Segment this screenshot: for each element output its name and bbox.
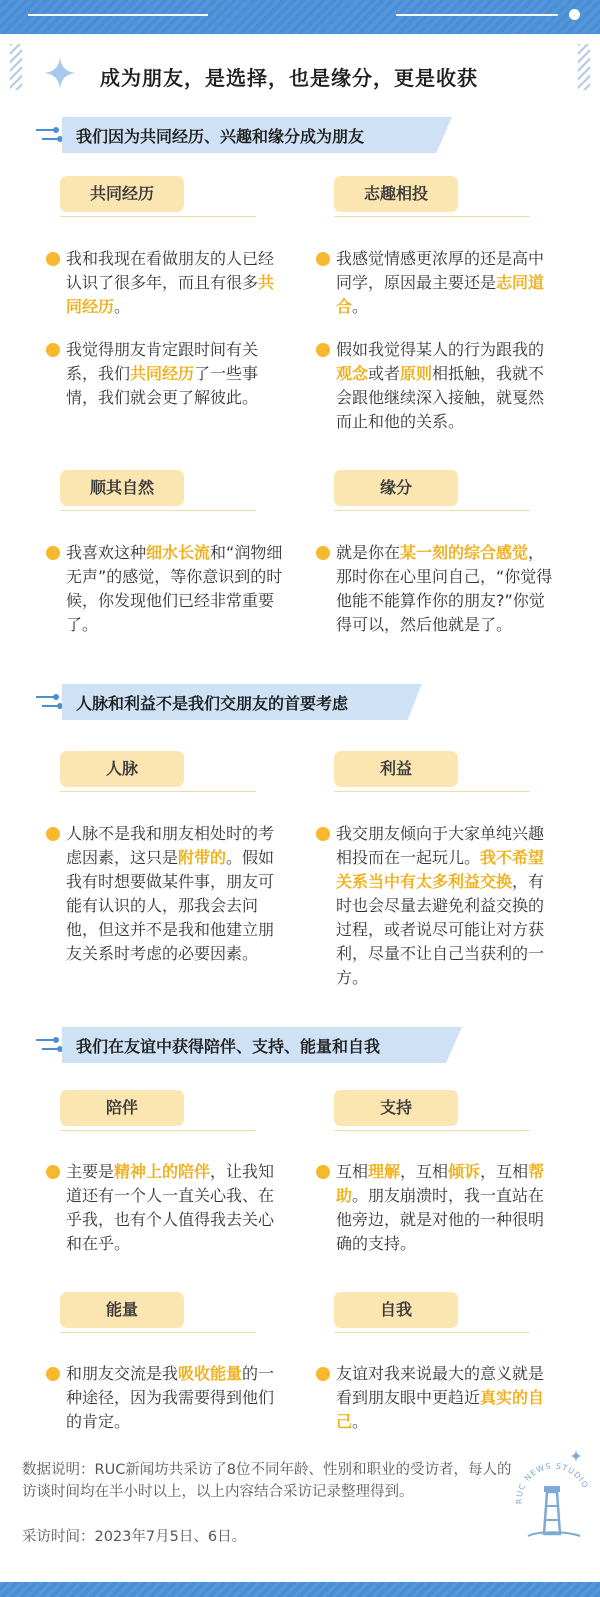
highlighted-text: 我不希望关系当中有太多利益交换 [336,848,545,891]
section-banner-1 [36,117,456,153]
bullet-item [66,338,286,410]
section-title: 人脉和利益不是我们交朋友的首要考虑 [76,694,349,713]
bullet-dot [46,252,60,266]
highlighted-text: 共同经历 [66,273,275,316]
top-decoration-bar [0,0,600,34]
bullet-text: 了一些事情，我们就会更了解彼此。 [66,364,259,407]
highlighted-text: 吸收能量 [178,1364,243,1383]
left-hatch-decoration [10,44,22,90]
bullet-dot [316,546,330,560]
decor-line [396,14,558,16]
bullet-text: 。 [352,297,369,316]
bullet-item [336,1362,556,1434]
bullet-dot [46,827,60,841]
highlighted-text: 共同经历 [130,364,195,383]
bullet-text: ，有时也会尽量去避免利益交换的过程，或者说尽可能让对方获利，尽量不让自己当获利的一方。 [336,872,545,987]
section-banner-2 [36,684,456,720]
bullet-text: 就是你在 [336,543,401,562]
section-title: 我们因为共同经历、兴趣和缘分成为朋友 [76,127,365,146]
highlighted-text: 细水长流 [146,543,211,562]
bullet-text: 的一种途径，因为我需要得到他们的肯定。 [66,1364,275,1431]
bullet-dot [316,343,330,357]
interview-date: 采访时间：2023年7月5日、6日。 [22,1529,247,1545]
bullet-dot [46,546,60,560]
bullet-item [66,822,286,966]
highlighted-text: 志同道合 [336,273,545,316]
tag-energy: 能量 [60,1292,184,1328]
bullet-text: 我感觉情感更浓厚的还是高中同学，原因最主要还是 [336,249,545,292]
bullet-text: 和“润物细无声”的感觉，等你意识到的时候，你发现他们已经非常重要了。 [66,543,283,634]
bullet-dot [316,827,330,841]
bullet-item [66,1362,286,1434]
highlighted-text: 原则 [400,364,433,383]
right-hatch-decoration [578,44,590,90]
logo-text: RUC NEWS STUDIO [514,1461,590,1505]
bottom-decoration-bar [0,1582,600,1597]
highlighted-text: 帮助 [336,1162,545,1205]
bullet-text: ，互相 [480,1162,529,1181]
bullet-text: 假如我觉得某人的行为跟我的 [336,340,545,359]
highlighted-text: 理解 [368,1162,401,1181]
tag-companionship: 陪伴 [60,1090,184,1126]
bullet-dot [316,1367,330,1381]
bullet-text: 我交朋友倾向于大家单纯兴趣相投而在一起玩儿。 [336,824,545,867]
bullet-text: ，互相 [400,1162,449,1181]
bullet-text: ，那时你在心里问自己，“你觉得他能不能算作你的朋友?”你觉得可以，然后他就是了。 [336,543,553,634]
ruc-news-studio-logo [514,1442,590,1542]
tag-interests: 利益 [334,751,458,787]
bullet-item [336,247,556,319]
bullet-item [66,247,286,319]
section-banner-3 [36,1027,476,1063]
decor-line [28,14,208,16]
tag-support: 支持 [334,1090,458,1126]
tag-fate: 缘分 [334,470,458,506]
bullet-text: 相抵触，我就不会跟他继续深入接触，就戛然而止和他的关系。 [336,364,545,431]
highlighted-text: 真实的自己 [336,1388,545,1431]
bullet-item [336,541,556,637]
data-note: 数据说明：RUC新闻坊共采访了8位不同年龄、性别和职业的受访者，每人的访谈时间均在半小时以上，以上内容结合采访记录整理得到。 [22,1462,512,1500]
bullet-text: 我和我现在看做朋友的人已经认识了很多年，而且有很多 [66,249,275,292]
sparkle-icon [44,57,76,89]
tag-go-with-flow: 顺其自然 [60,470,184,506]
bullet-text: 互相 [336,1162,369,1181]
tag-shared-experience: 共同经历 [60,176,184,212]
bullet-text: 和朋友交流是我 [66,1364,179,1383]
highlighted-text: 附带的 [178,848,227,867]
tag-shared-interests: 志趣相投 [334,176,458,212]
bullet-dot [46,1367,60,1381]
bullet-text: ，让我知道还有一个人一直关心我、在乎我，也有个人值得我去关心和在乎。 [66,1162,275,1253]
bullet-item [66,541,286,637]
bullet-text: 。 [352,1412,369,1431]
bullet-dot [316,1165,330,1179]
svg-text:RUC NEWS STUDIO [515,1462,590,1505]
bullet-item [336,338,556,434]
bullet-dot [316,252,330,266]
bullet-dot [46,343,60,357]
bullet-text: 。假如我有时想要做某件事，朋友可能有认识的人，那我会去问他，但这并不是我和他建立朋友关系时考虑的必要因素。 [66,848,275,963]
tag-self: 自我 [334,1292,458,1328]
highlighted-text: 某一刻的综合感觉 [400,543,529,562]
bullet-item [66,1160,286,1256]
section-title: 我们在友谊中获得陪伴、支持、能量和自我 [76,1037,381,1056]
bullet-text: 友谊对我来说最大的意义就是看到朋友眼中更趋近 [336,1364,545,1407]
bullet-text: 我觉得朋友肯定跟时间有关系，我们 [66,340,259,383]
bullet-text: 我喜欢这种 [66,543,147,562]
bullet-text: 人脉不是我和朋友相处时的考虑因素，这只是 [66,824,275,867]
bullet-item [336,1160,556,1256]
bullet-item [336,822,556,990]
bullet-text: 主要是 [66,1162,115,1181]
bullet-text: 或者 [368,364,401,383]
highlighted-text: 倾诉 [448,1162,481,1181]
highlighted-text: 观念 [336,364,369,383]
highlighted-text: 精神上的陪伴 [114,1162,211,1181]
bullet-dot [46,1165,60,1179]
bullet-text: 。朋友崩溃时，我一直站在他旁边，就是对他的一种很明确的支持。 [336,1186,545,1253]
decor-dot [569,9,580,20]
tag-connections: 人脉 [60,751,184,787]
page-title: 成为朋友，是选择，也是缘分，更是收获 [100,66,478,90]
bullet-text: 。 [114,297,131,316]
